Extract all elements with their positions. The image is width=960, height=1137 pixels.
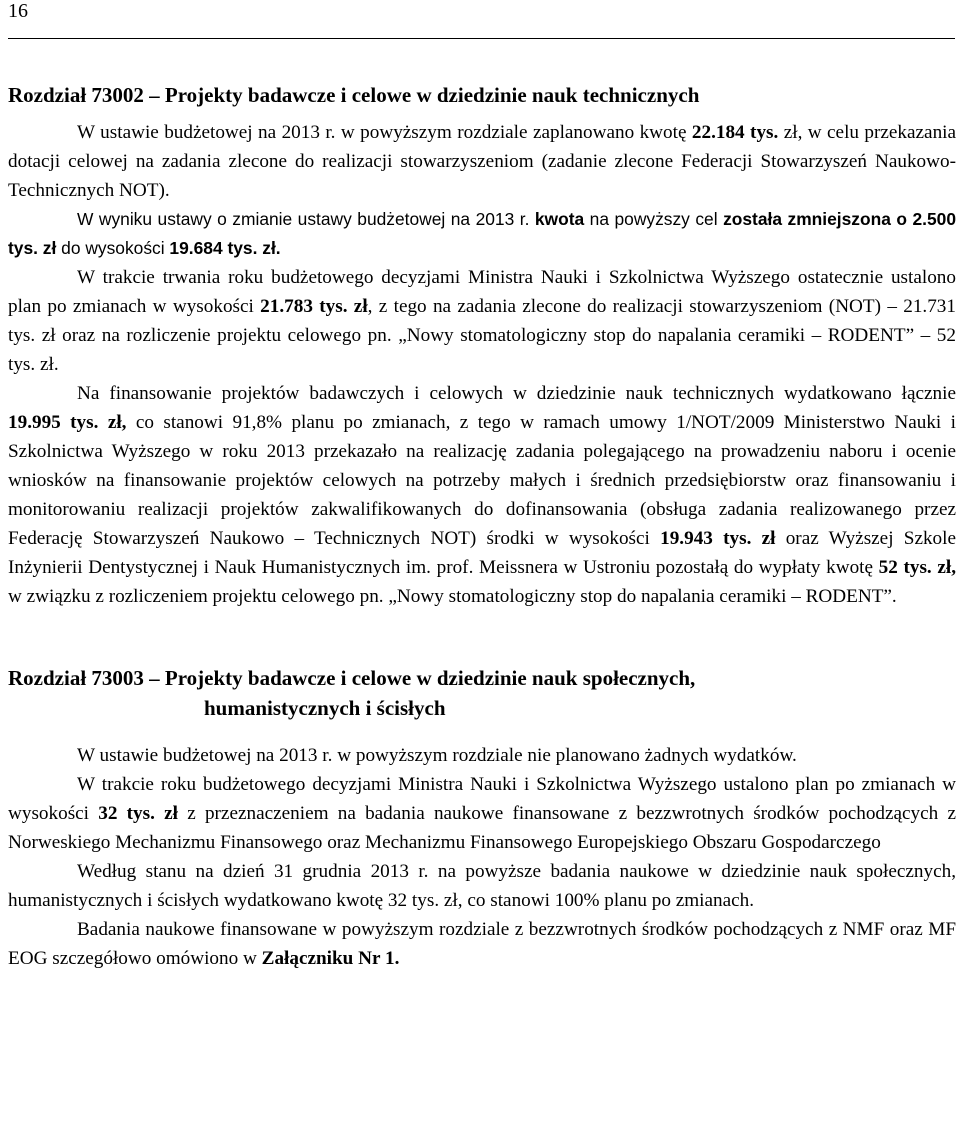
paragraph: W ustawie budżetowej na 2013 r. w powyższym rozdziale zaplanowano kwotę 22.184 tys. zł, w celu przekazania dotacji celowej na zadania zlecone do realizacji stowarzyszeniom (zadanie zlecone Federacji Stowarzyszeń Naukowo-Technicznych NOT). [8,122,957,201]
section-heading-73002: Rozdział 73002 – Projekty badawcze i celowe w dziedzinie nauk technicznych [8,83,700,107]
document-body [8,80,956,973]
paragraph: W ustawie budżetowej na 2013 r. w powyższym rozdziale nie planowano żadnych wydatków. [77,745,797,766]
page-number: 16 [8,0,28,22]
paragraph: W trakcie trwania roku budżetowego decyzjami Ministra Nauki i Szkolnictwa Wyższego ostatecznie ustalono plan po zmianach w wysokości 21.783 tys. zł, z tego na zadania zlecone do realizacji stowarzyszeniom (NOT) – 21.731 tys. zł oraz na rozliczenie projektu celowego pn. „Nowy stomatologiczny stop do napalania ceramiki – RODENT” – 52 tys. zł. [8,267,956,375]
paragraph: Według stanu na dzień 31 grudnia 2013 r. na powyższe badania naukowe w dziedzinie nauk społecznych, humanistycznych i ścisłych wydatkowano kwotę 32 tys. zł, co stanowi 100% planu po zmianach. [8,861,956,911]
paragraph: Badania naukowe finansowane w powyższym rozdziale z bezzwrotnych środków pochodzących z NMF oraz MF EOG szczegółowo omówiono w Załączniku Nr 1. [8,919,956,969]
header-rule [8,38,955,39]
paragraph-sans: W wyniku ustawy o zmianie ustawy budżetowej na 2013 r. kwota na powyższy cel została zmniejszona o 2.500 tys. zł do wysokości 19.684 tys. zł. [8,209,956,258]
section-heading-73003: Rozdział 73003 – Projekty badawcze i celowe w dziedzinie nauk społecznych, humanistycznych i ścisłych [8,666,696,720]
paragraph: W trakcie roku budżetowego decyzjami Ministra Nauki i Szkolnictwa Wyższego ustalono plan po zmianach w wysokości 32 tys. zł z przeznaczeniem na badania naukowe finansowane z bezzwrotnych środków pochodzących z Norweskiego Mechanizmu Finansowego oraz Mechanizmu Finansowego Europejskiego Obszaru Gospodarczego [8,774,956,853]
paragraph: Na finansowanie projektów badawczych i celowych w dziedzinie nauk technicznych wydatkowano łącznie 19.995 tys. zł, co stanowi 91,8% planu po zmianach, z tego w ramach umowy 1/NOT/2009 Ministerstwo Nauki i Szkolnictwa Wyższego w roku 2013 przekazało na realizację zadania polegającego na prowadzeniu naboru i ocenie wniosków na finansowanie projektów celowych na potrzeby małych i średnich przedsiębiorstw oraz finansowaniu i monitorowaniu realizacji projektów zakwalifikowanych do dofinansowania (obsługa zadania realizowanego przez Federację Stowarzyszeń Naukowo – Technicznych NOT) środki w wysokości 19.943 tys. zł oraz Wyższej Szkole Inżynierii Dentystycznej i Nauk Humanistycznych im. prof. Meissnera w Ustroniu pozostałą do wypłaty kwotę 52 tys. zł, w związku z rozliczeniem projektu celowego pn. „Nowy stomatologiczny stop do napalania ceramiki – RODENT”. [8,383,956,607]
